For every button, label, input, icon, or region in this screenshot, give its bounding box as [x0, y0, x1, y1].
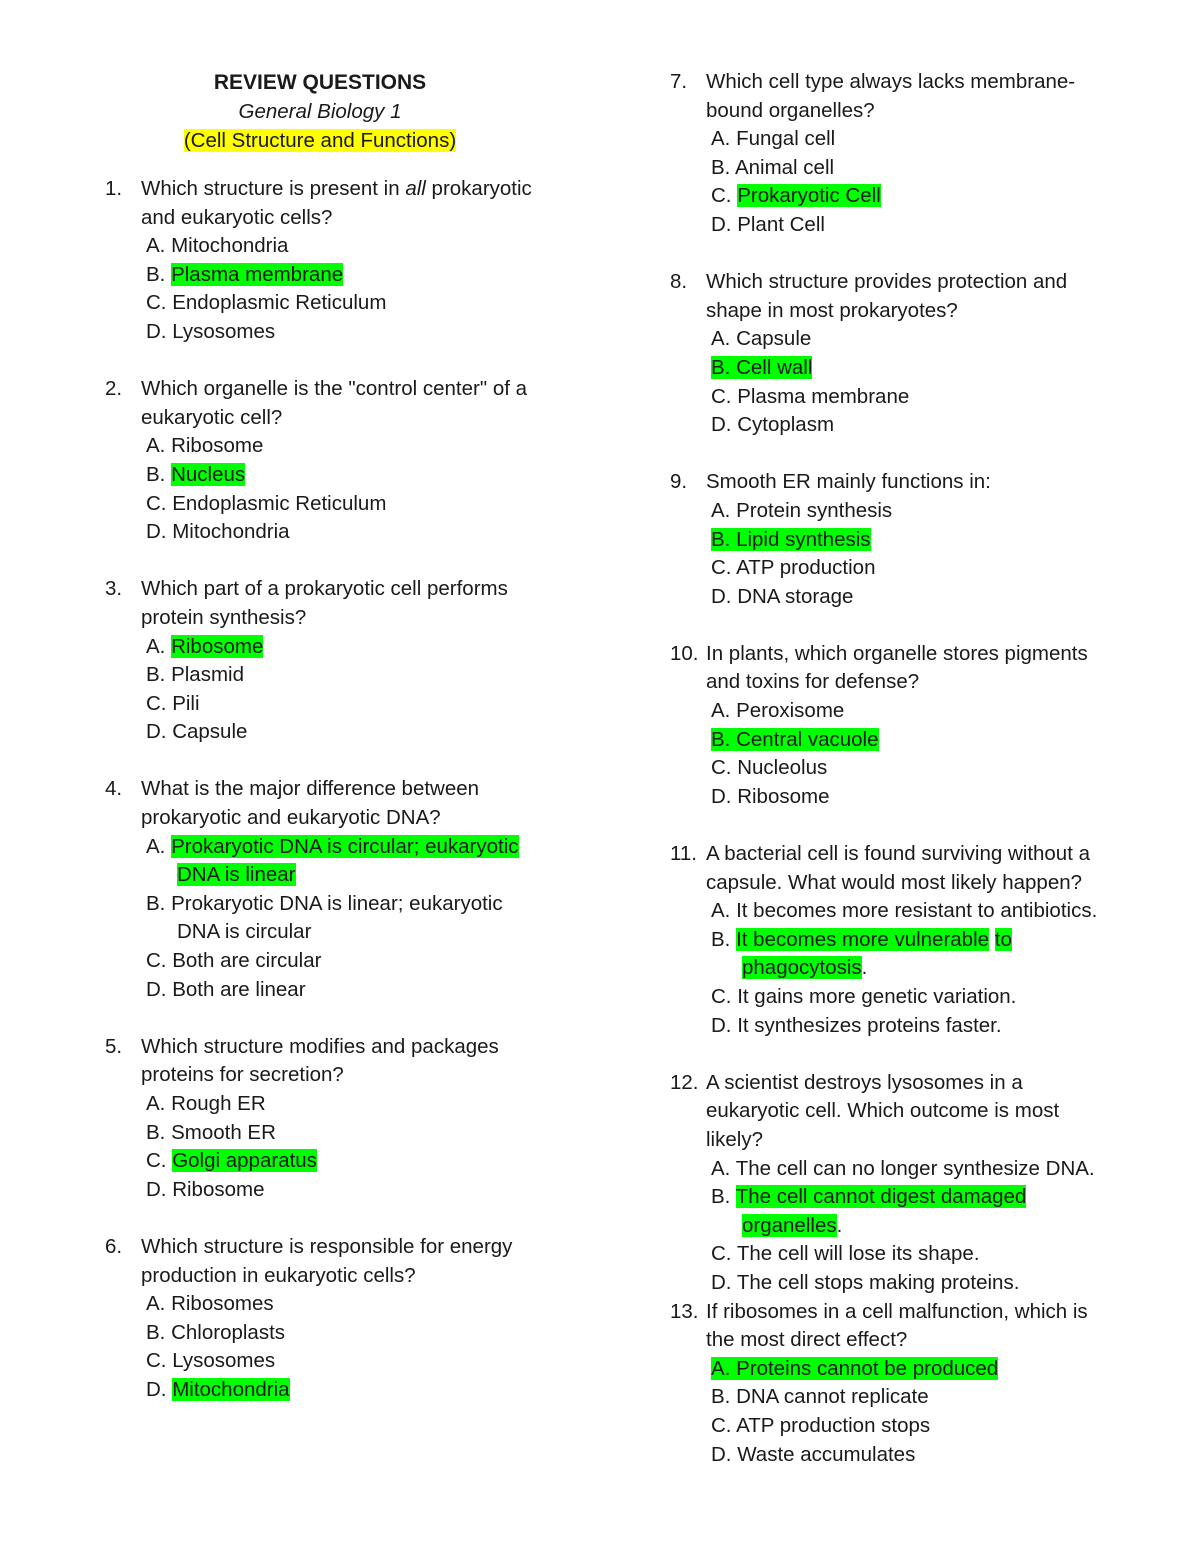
option-b: B. Plasmid	[146, 663, 244, 687]
question-text: Which part of a prokaryotic cell performs	[141, 577, 508, 601]
option-a: A. Ribosome	[146, 434, 264, 458]
question-text: Which structure modifies and packages	[141, 1034, 499, 1058]
option-d: D. Capsule	[146, 720, 248, 744]
question-text-line: and toxins for defense?	[706, 670, 920, 694]
option-d: D. Ribosome	[711, 784, 830, 808]
option-d: D. DNA storage	[711, 584, 854, 608]
option-c: C. The cell will lose its shape.	[711, 1242, 980, 1266]
question-5	[105, 1033, 575, 1205]
option-b: B. Smooth ER	[146, 1120, 276, 1144]
document-title: REVIEW QUESTIONS	[213, 71, 427, 94]
option-a: A. Peroxisome	[711, 699, 845, 723]
option-d: D. Ribosome	[146, 1177, 265, 1201]
question-text-line: bound organelles?	[706, 98, 875, 122]
option-d: D. Both are linear	[146, 977, 306, 1001]
option-b-correct: B. Lipid synthesis	[711, 527, 871, 551]
question-4	[105, 775, 575, 1004]
option-d-correct: D. Mitochondria	[146, 1377, 290, 1401]
question-text: Which structure provides protection and	[706, 270, 1068, 294]
question-text-line: proteins for secretion?	[141, 1063, 344, 1087]
option-a: A. Rough ER	[146, 1092, 266, 1115]
question-number: 8.	[670, 270, 688, 294]
question-number: 10.	[670, 641, 699, 665]
question-text: Which structure is present in all prokaryotic	[141, 177, 532, 200]
option-a: A. It becomes more resistant to antibiotics.	[711, 899, 1098, 923]
question-text-line: production in eukaryotic cells?	[141, 1263, 416, 1287]
question-text-line: eukaryotic cell. Which outcome is most	[706, 1099, 1060, 1123]
option-b-correct: B. The cell cannot digest damaged	[711, 1185, 1027, 1209]
option-b-correct: B. Plasma membrane	[146, 262, 344, 286]
option-c-correct: C. Prokaryotic Cell	[711, 184, 881, 208]
question-1	[105, 175, 575, 347]
option-b-continuation: organelles.	[742, 1213, 843, 1237]
question-10	[670, 640, 1140, 812]
question-text: Smooth ER mainly functions in:	[706, 470, 991, 494]
option-c-correct: C. Golgi apparatus	[146, 1149, 317, 1173]
option-d: D. Lysosomes	[146, 319, 276, 343]
question-text: In plants, which organelle stores pigments	[706, 641, 1088, 665]
question-7	[670, 68, 1140, 240]
question-text: Which structure is responsible for energy	[141, 1234, 513, 1258]
question-text-line: prokaryotic and eukaryotic DNA?	[141, 806, 441, 830]
option-a: A. Ribosomes	[146, 1292, 274, 1316]
question-number: 13.	[670, 1299, 699, 1323]
option-c: C. Plasma membrane	[711, 384, 910, 408]
option-d: D. Plant Cell	[711, 212, 825, 236]
question-text: A scientist destroys lysosomes in a	[706, 1070, 1023, 1094]
option-b: B. Chloroplasts	[146, 1320, 286, 1344]
question-number: 9.	[670, 470, 688, 494]
document-header	[105, 68, 535, 155]
option-c: C. Pili	[146, 691, 200, 715]
question-text-line: capsule. What would most likely happen?	[706, 870, 1083, 894]
option-b-correct: B. It becomes more vulnerable to	[711, 927, 1012, 951]
document-topic: (Cell Structure and Functions)	[183, 129, 457, 152]
question-6	[105, 1233, 575, 1405]
right-column	[670, 68, 1140, 1498]
question-text-line: protein synthesis?	[141, 605, 307, 629]
option-a: A. Protein synthesis	[711, 498, 893, 522]
question-number: 2.	[105, 377, 123, 401]
question-13	[670, 1298, 1140, 1470]
question-text: A bacterial cell is found surviving without a	[706, 842, 1091, 866]
option-c: C. Endoplasmic Reticulum	[146, 291, 387, 315]
option-a-correct: A. Ribosome	[146, 634, 264, 658]
question-number: 11.	[670, 842, 697, 866]
option-c: C. ATP production stops	[711, 1413, 931, 1437]
option-b-correct: B. Nucleus	[146, 462, 246, 486]
question-number: 12.	[670, 1070, 699, 1094]
option-d: D. Mitochondria	[146, 520, 290, 544]
question-text: If ribosomes in a cell malfunction, which is	[706, 1299, 1088, 1323]
option-d: D. Waste accumulates	[711, 1442, 916, 1466]
question-8	[670, 268, 1140, 440]
option-c: C. Nucleolus	[711, 756, 828, 780]
question-text: Which cell type always lacks membrane-	[706, 70, 1076, 93]
option-a: A. Fungal cell	[711, 127, 836, 151]
option-b-continuation: phagocytosis.	[742, 956, 868, 980]
option-b-correct: B. Cell wall	[711, 355, 813, 379]
option-a-correct: A. Prokaryotic DNA is circular; eukaryotic	[146, 834, 519, 858]
option-b: B. Prokaryotic DNA is linear; eukaryotic	[146, 891, 503, 915]
option-d: D. It synthesizes proteins faster.	[711, 1013, 1002, 1037]
question-number: 6.	[105, 1234, 123, 1258]
question-text: Which organelle is the "control center" of a	[141, 377, 528, 401]
question-number: 5.	[105, 1034, 123, 1058]
option-c: C. ATP production	[711, 556, 876, 580]
question-9	[670, 468, 1140, 611]
option-c: C. It gains more genetic variation.	[711, 985, 1017, 1008]
question-number: 1.	[105, 177, 123, 200]
option-d: D. Cytoplasm	[711, 413, 835, 437]
option-a-continuation: DNA is linear	[177, 863, 296, 887]
option-c: C. Endoplasmic Reticulum	[146, 491, 387, 515]
option-b-continuation: DNA is circular	[177, 920, 312, 944]
option-a: A. Mitochondria	[146, 234, 289, 258]
left-column	[105, 68, 575, 1433]
option-b: B. DNA cannot replicate	[711, 1385, 929, 1409]
question-number: 4.	[105, 777, 123, 801]
option-b: B. Animal cell	[711, 155, 835, 179]
document-subtitle: General Biology 1	[238, 100, 402, 123]
question-3	[105, 575, 575, 747]
question-text-line: the most direct effect?	[706, 1328, 908, 1352]
question-2	[105, 375, 575, 547]
option-a: A. Capsule	[711, 327, 812, 351]
question-text-line: and eukaryotic cells?	[141, 205, 333, 229]
option-d: D. The cell stops making proteins.	[711, 1270, 1020, 1294]
option-c: C. Both are circular	[146, 949, 322, 973]
option-c: C. Lysosomes	[146, 1349, 276, 1373]
option-b-correct: B. Central vacuole	[711, 727, 879, 751]
option-a: A. The cell can no longer synthesize DNA.	[711, 1156, 1095, 1180]
question-text: What is the major difference between	[141, 777, 480, 801]
question-number: 3.	[105, 577, 123, 601]
question-number: 7.	[670, 70, 688, 93]
question-text-line: eukaryotic cell?	[141, 405, 283, 429]
question-text-line: shape in most prokaryotes?	[706, 298, 958, 322]
question-12	[670, 1069, 1140, 1298]
question-11	[670, 840, 1140, 1040]
question-text-line: likely?	[706, 1127, 763, 1151]
option-a-correct: A. Proteins cannot be produced	[711, 1356, 999, 1380]
